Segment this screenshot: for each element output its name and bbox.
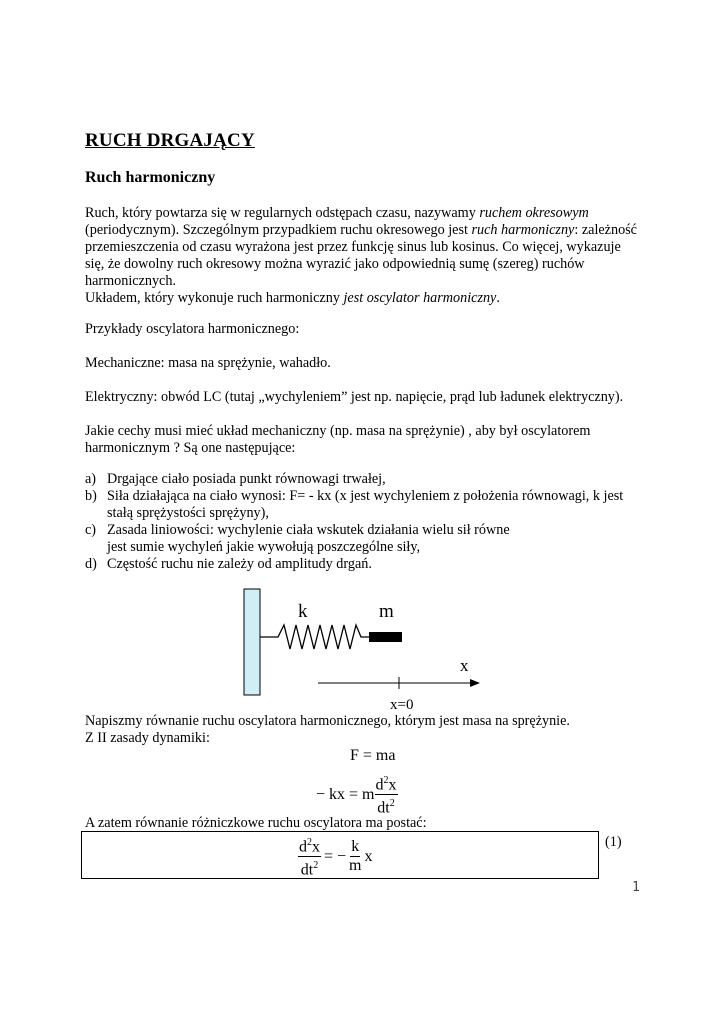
newton-equation: F = ma [350,747,396,764]
mass-block [369,632,402,642]
section-heading: Ruch harmoniczny [85,169,216,186]
x-axis-arrow [470,679,480,687]
electrical-examples: Elektryczny: obwód LC (tutaj „wychyleniem” jest np. napięcie, prąd lub ładunek elektryczny). [85,389,624,405]
differential-equation: $\frac{d^2x}{dt^2}$ = − $\frac{k}{m}$ x [298,834,373,880]
intro-paragraph: Ruch, który powtarza się w regularnych odstępach czasu, nazywamy ruchem okresowym (periodycznym). Szczególnym przypadkiem ruchu okresowego jest ruch harmoniczny: zależność przemieszczenia od czasu wyrażona jest przez funkcję sinus lub kosinus. Co więcej, wykazuje się, że dowolny ruch okresowy można wyrazić jako odpowiednią sumę (szereg) ruchów harmonicznych. Układem, który wykonuje ruch harmoniczny jest oscylator harmoniczny. [85,205,637,306]
equation-intro: Napiszmy równanie ruchu oscylatora harmonicznego, którym jest masa na sprężynie. Z II zasady dynamiki: [85,713,570,746]
spring-mass-figure [230,585,500,715]
features-question: Jakie cechy musi mieć układ mechaniczny (np. masa na sprężynie) , aby był oscylatorem harmonicznym ? Są one następujące: [85,423,591,456]
spring [260,625,369,649]
spring-label: k [298,601,308,622]
axis-label: x [460,656,469,675]
page-title: RUCH DRGAJĄCY [85,130,255,151]
equation-number: (1) [605,834,622,850]
examples-intro: Przykłady oscylatora harmonicznego: [85,321,300,337]
wall [244,589,260,695]
differential-intro: A zatem równanie różniczkowe ruchu oscylatora ma postać: [85,815,427,831]
mechanical-examples: Mechaniczne: masa na sprężynie, wahadło. [85,355,331,371]
motion-equation: − kx = m $\frac{d^2x}{dt^2}$ [316,772,398,818]
origin-label: x=0 [390,697,414,713]
page-number: 1 [632,880,640,895]
mass-label: m [379,601,394,622]
